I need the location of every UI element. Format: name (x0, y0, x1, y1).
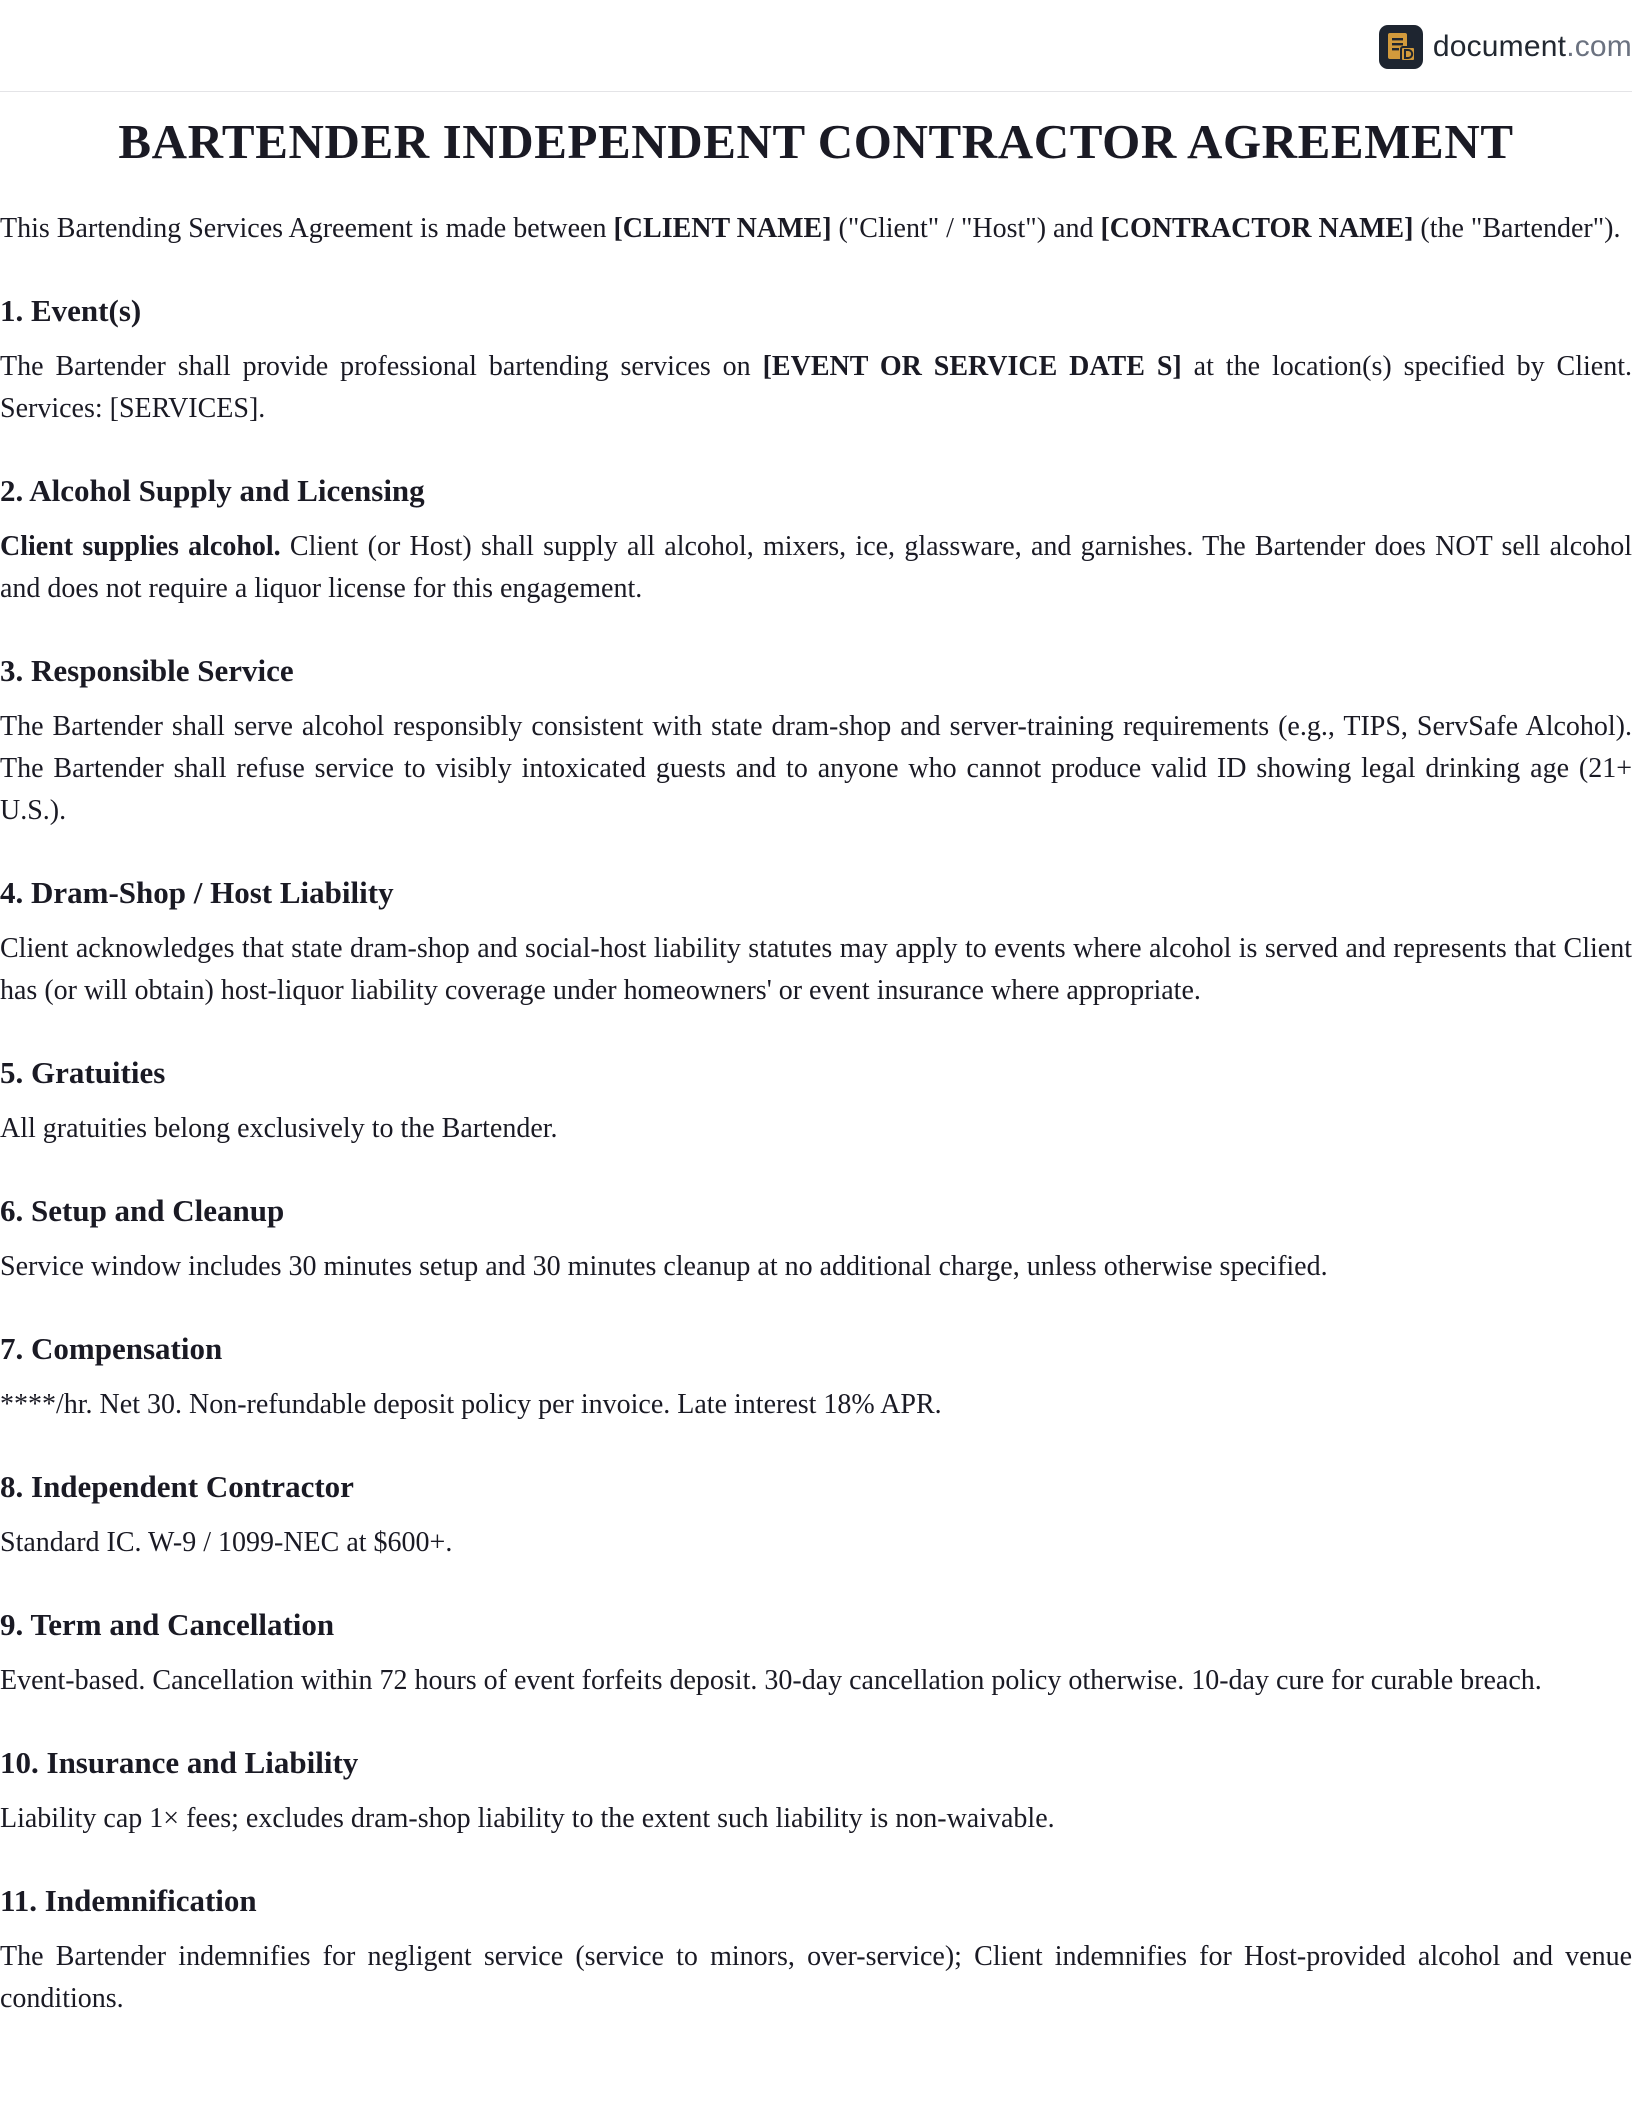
section-body-term-cancellation: Event-based. Cancellation within 72 hours of event forfeits deposit. 30-day cancellation policy otherwise. 10-day cure for curable breach. (0, 1665, 1542, 1696)
section-heading-alcohol-supply: 2. Alcohol Supply and Licensing (0, 473, 425, 508)
brand-name: document.com (1432, 30, 1632, 63)
section-heading-independent-contractor: 8. Independent Contractor (0, 1469, 354, 1504)
section-heading-responsible-service: 3. Responsible Service (0, 653, 294, 688)
section-heading-dram-shop: 4. Dram-Shop / Host Liability (0, 875, 394, 910)
section-body-independent-contractor: Standard IC. W-9 / 1099-NEC at $600+. (0, 1527, 453, 1558)
event-date-placeholder: [EVENT OR SERVICE DATE S] (762, 351, 1182, 382)
section-body-indemnification: The Bartender indemnifies for negligent service (service to minors, over-service); Client indemnifies for Host-provided alcohol and venue conditions. (0, 1941, 1632, 2014)
brand-ext: .com (1566, 30, 1632, 63)
section-heading-insurance-liability: 10. Insurance and Liability (0, 1745, 359, 1780)
section-heading-setup-cleanup: 6. Setup and Cleanup (0, 1193, 285, 1228)
section-body-setup-cleanup: Service window includes 30 minutes setup and 30 minutes cleanup at no additional charge, unless otherwise specified. (0, 1251, 1328, 1282)
document-title: BARTENDER INDEPENDENT CONTRACTOR AGREEMENT (118, 114, 1514, 169)
client-supplies-alcohol-label: Client supplies alcohol. (0, 531, 281, 562)
page-header (0, 0, 1632, 92)
intro-paragraph: This Bartending Services Agreement is made between [CLIENT NAME] ("Client" / "Host") and [CONTRACTOR NAME] (the "Bartender"). (0, 213, 1621, 244)
brand-logo[interactable] (1379, 24, 1632, 70)
section-body-responsible-service: The Bartender shall serve alcohol responsibly consistent with state dram-shop and server-training requirements (e.g., TIPS, ServSafe Alcohol). The Bartender shall refuse service to visibly intoxicated guests and to anyone who cannot produce valid ID showing legal drinking age (21+ U.S.). (0, 711, 1632, 826)
section-heading-gratuities: 5. Gratuities (0, 1055, 166, 1090)
section-body-gratuities: All gratuities belong exclusively to the Bartender. (0, 1113, 558, 1144)
section-heading-term-cancellation: 9. Term and Cancellation (0, 1607, 335, 1642)
section-body-events: The Bartender shall provide professional bartending services on [EVENT OR SERVICE DATE S] at the location(s) specified by Client. Services: [SERVICES]. (0, 351, 1632, 424)
client-name-placeholder: [CLIENT NAME] (613, 213, 832, 244)
contractor-name-placeholder: [CONTRACTOR NAME] (1100, 213, 1414, 244)
document-body (0, 92, 1632, 2020)
document-logo-icon (1379, 25, 1423, 69)
section-heading-compensation: 7. Compensation (0, 1331, 223, 1366)
section-body-compensation: ****/hr. Net 30. Non-refundable deposit policy per invoice. Late interest 18% APR. (0, 1389, 942, 1420)
section-body-dram-shop: Client acknowledges that state dram-shop and social-host liability statutes may apply to events where alcohol is served and represents that Client has (or will obtain) host-liquor liability coverage under homeowners' or event insurance where appropriate. (0, 933, 1632, 1006)
section-heading-events: 1. Event(s) (0, 293, 142, 328)
section-heading-indemnification: 11. Indemnification (0, 1883, 257, 1918)
section-body-insurance-liability: Liability cap 1× fees; excludes dram-shop liability to the extent such liability is non-waivable. (0, 1803, 1055, 1834)
section-body-alcohol-supply: Client supplies alcohol. Client (or Host) shall supply all alcohol, mixers, ice, glassware, and garnishes. The Bartender does NOT sell alcohol and does not require a liquor license for this engagement. (0, 531, 1632, 604)
